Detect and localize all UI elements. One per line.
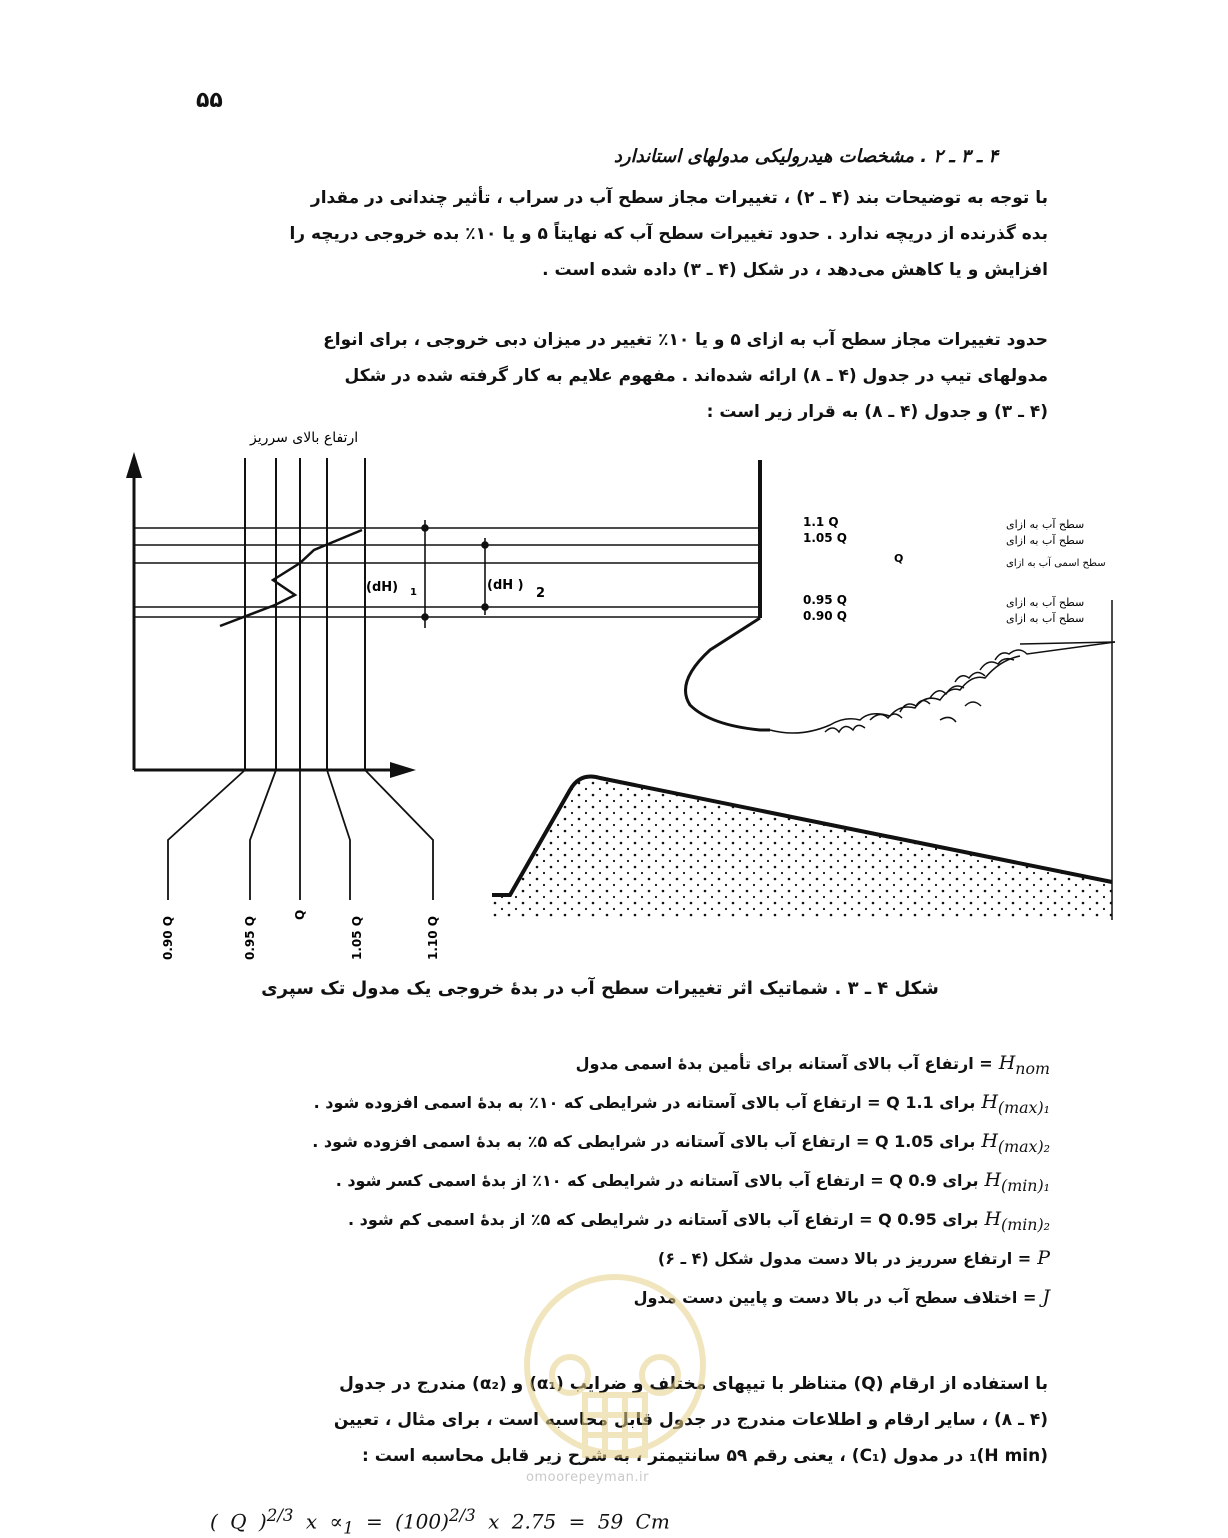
definition-symbol: $H_{(max)_2}$	[981, 1130, 1050, 1156]
definition-symbol: $H_{(min)_1}$	[984, 1169, 1050, 1195]
level-text: سطح آب به ازای	[1006, 612, 1085, 625]
channel-bed	[492, 777, 1112, 919]
paragraph-2-line: (۴ ـ ۳) و جدول (۴ ـ ۸) به قرار زیر است :	[706, 402, 1048, 422]
symbol-definitions	[200, 1052, 1050, 1325]
bottom-leader-lines	[168, 770, 433, 900]
definition-row	[200, 1208, 1050, 1247]
definition-row	[200, 1091, 1050, 1130]
definition-row	[200, 1130, 1050, 1169]
definition-symbol: $H_{(max)_1}$	[981, 1091, 1050, 1117]
watermark-text: omoorepeyman.ir	[526, 1470, 649, 1485]
definition-row	[200, 1286, 1050, 1325]
y-axis	[126, 452, 142, 770]
dh2-marker	[482, 538, 488, 615]
definition-symbol: $H_{(min)_2}$	[984, 1208, 1050, 1234]
figure-caption: شکل ۴ ـ ۳ . شماتیک اثر تغییرات سطح آب در بدهٔ خروجی یک مدول تک سپری	[261, 978, 939, 999]
paragraph-1-line: با توجه به توضیحات بند (۴ ـ ۲) ، تغییرات مجاز سطح آب در سراب ، تأثیر چندانی در مقدار	[310, 188, 1048, 208]
definition-text: برای 0.9 Q = ارتفاع آب بالای آستانه در شرایطی که ۱۰٪ از بدهٔ اسمی کسر شود .	[335, 1171, 979, 1190]
level-value: 1.1 Q	[803, 515, 839, 529]
y-axis-label: ارتفاع بالای سرریز	[250, 430, 359, 446]
water-level-lines	[134, 528, 760, 617]
level-text: سطح آب به ازای	[1006, 534, 1085, 547]
dh2-subscript: 2	[536, 586, 546, 601]
definition-row	[200, 1169, 1050, 1208]
level-value: 0.95 Q	[803, 593, 847, 607]
paragraph-3-line: (۴ ـ ۸) ، سایر ارقام و اطلاعات مندرج در جدول قابل محاسبه است ، برای مثال ، تعیین	[333, 1410, 1048, 1430]
level-value: Q	[894, 552, 904, 565]
definition-symbol: $H_{nom}$	[998, 1052, 1050, 1078]
paragraph-2	[196, 322, 1048, 430]
vertical-guides	[245, 458, 365, 770]
dh2-label: (dH )	[487, 578, 524, 593]
dh1-label: (dH)	[366, 580, 399, 595]
paragraph-1	[196, 180, 1048, 288]
definition-text: = ارتفاع آب بالای آستانه برای تأمین بدهٔ اسمی مدول	[575, 1054, 993, 1073]
definition-symbol: J	[1042, 1286, 1050, 1308]
paragraph-2-line: مدولهای تیپ در جدول (۴ ـ ۸) ارائه شده‌اند . مفهوم علایم به کار گرفته شده در شکل	[344, 366, 1048, 386]
dh1-subscript: 1	[410, 587, 417, 598]
bottom-label: Q	[293, 909, 307, 920]
definition-text: برای 1.05 Q = ارتفاع آب بالای آستانه در شرایطی که ۵٪ به بدهٔ اسمی افزوده شود .	[312, 1132, 976, 1151]
bottom-label: 0.95 Q	[243, 916, 257, 960]
bottom-labels	[161, 910, 440, 960]
definition-symbol: P	[1037, 1247, 1050, 1269]
dh1-marker	[422, 520, 428, 628]
page-number: ۵۵	[196, 88, 223, 113]
level-value: 1.05 Q	[803, 531, 847, 545]
bottom-label: 1.10 Q	[426, 916, 440, 960]
paragraph-1-line: افزایش و یا کاهش می‌دهد ، در شکل (۴ ـ ۳) داده شده است .	[542, 260, 1048, 280]
definition-text: برای 0.95 Q = ارتفاع آب بالای آستانه در شرایطی که ۵٪ از بدهٔ اسمی کم شود .	[348, 1210, 979, 1229]
paragraph-3	[196, 1366, 1048, 1474]
example-formula: ( Q )$^{2/3}$ $x \propto_1 = (100)^{2/3}$ x 2.75 = 59 Cm	[210, 1506, 670, 1538]
module-schematic-figure	[100, 420, 1120, 970]
paragraph-3-line: با استفاده از ارقام (Q) متناظر با تیپهای مختلف و ضرایب (α₁) و (α₂) مندرج در جدول	[339, 1374, 1048, 1394]
level-labels	[803, 515, 1106, 625]
definition-row	[200, 1052, 1050, 1091]
bottom-label: 0.90 Q	[161, 916, 175, 960]
level-text: سطح آب به ازای	[1006, 596, 1085, 609]
paragraph-1-line: بده گذرنده از دریچه ندارد . حدود تغییرات سطح آب که نهایتاً ۵ و یا ۱۰٪ بده خروجی دریچه را	[289, 224, 1048, 244]
level-text: سطح اسمی آب به ازای	[1006, 558, 1106, 569]
definition-text: = اختلاف سطح آب در بالا دست و پایین دست مدول	[633, 1288, 1037, 1307]
definition-row	[200, 1247, 1050, 1286]
paragraph-2-line: حدود تغییرات مجاز سطح آب به ازای ۵ و یا ۱۰٪ تغییر در میزان دبی خروجی ، برای انواع	[323, 330, 1048, 350]
bottom-label: 1.05 Q	[350, 916, 364, 960]
level-value: 0.90 Q	[803, 609, 847, 623]
definition-text: = ارتفاع سرریز در بالا دست مدول شکل (۴ ـ ۶)	[657, 1249, 1032, 1268]
level-text: سطح آب به ازای	[1006, 518, 1085, 531]
module-gate-wall	[686, 460, 771, 730]
section-heading: ۴ ـ ۳ ـ ۲ . مشخصات هیدرولیکی مدولهای استاندارد	[613, 146, 998, 167]
definition-text: برای 1.1 Q = ارتفاع آب بالای آستانه در شرایطی که ۱۰٪ به بدهٔ اسمی افزوده شود .	[313, 1093, 976, 1112]
paragraph-3-line: (H min)₁ در مدول (C₁) ، یعنی رقم ۵۹ سانتیمتر ، به شرح زیر قابل محاسبه است :	[361, 1446, 1048, 1466]
